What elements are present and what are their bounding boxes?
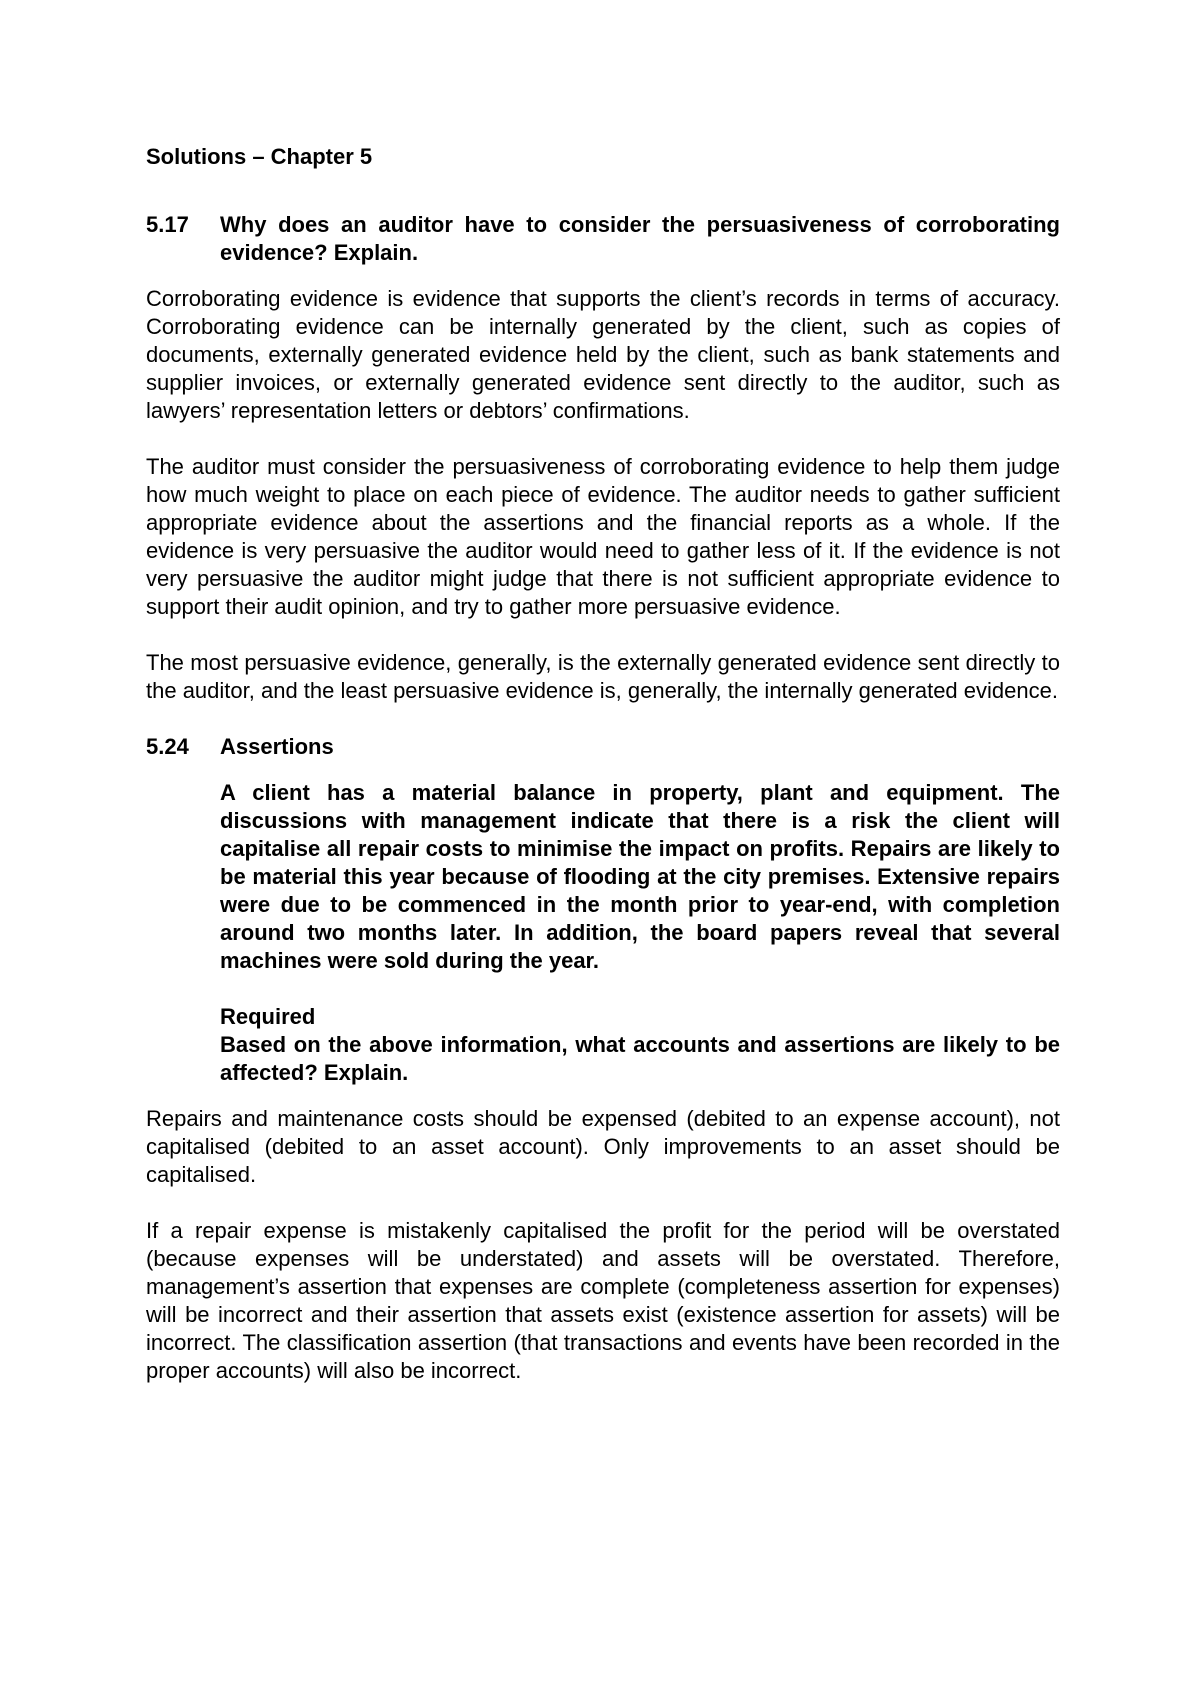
- question-number: 5.24: [146, 734, 189, 759]
- answer-paragraph: Corroborating evidence is evidence that supports the client’s records in terms of accuracy. Corroborating evidence can be internally generated by the client, such as copies of documents, externally generated evidence held by the client, such as bank statements and supplier invoices, or externally generated evidence sent directly to the auditor, such as lawyers’ representation letters or debtors’ confirmations.: [146, 286, 1060, 423]
- answer-paragraph: The most persuasive evidence, generally, is the externally generated evidence sent directly to the auditor, and the least persuasive evidence is, generally, the internally generated evidence.: [146, 650, 1060, 703]
- scenario-text: A client has a material balance in property, plant and equipment. The discussions with management indicate that there is a risk the client will capitalise all repair costs to minimise the impact on profits. Repairs are likely to be material this year because of flooding at the city premises. Extensive repairs were due to be commenced in the month prior to year-end, with completion around two months later. In addition, the board papers reveal that several machines were sold during the year.: [220, 780, 1060, 973]
- answer-paragraph: The auditor must consider the persuasiveness of corroborating evidence to help them judge how much weight to place on each piece of evidence. The auditor needs to gather sufficient appropriate evidence about the assertions and the financial reports as a whole. If the evidence is very persuasive the auditor would need to gather less of it. If the evidence is not very persuasive the auditor might judge that there is not sufficient appropriate evidence to support their audit opinion, and try to gather more persuasive evidence.: [146, 454, 1060, 619]
- answer-paragraph: Repairs and maintenance costs should be expensed (debited to an expense account), not capitalised (debited to an asset account). Only improvements to an asset should be capitalised.: [146, 1106, 1060, 1187]
- question-5-24: [146, 733, 1060, 761]
- question-heading: Assertions: [220, 734, 334, 759]
- answer-paragraph: If a repair expense is mistakenly capitalised the profit for the period will be overstated (because expenses will be understated) and assets will be overstated. Therefore, management’s assertion that expenses are complete (completeness assertion for expenses) will be incorrect and their assertion that assets exist (existence assertion for assets) will be incorrect. The classification assertion (that transactions and events have been recorded in the proper accounts) will also be incorrect.: [146, 1218, 1060, 1383]
- document-title: Solutions – Chapter 5: [146, 144, 373, 169]
- question-5-24-body: [220, 779, 1060, 1087]
- question-5-17: [146, 211, 1060, 267]
- required-label: Required: [220, 1004, 316, 1029]
- question-number: 5.17: [146, 212, 189, 237]
- question-text: Why does an auditor have to consider the persuasiveness of corroborating evidence? Explain.: [220, 212, 1060, 265]
- document-page: [146, 143, 1060, 1413]
- required-text: Based on the above information, what accounts and assertions are likely to be affected? Explain.: [220, 1032, 1060, 1085]
